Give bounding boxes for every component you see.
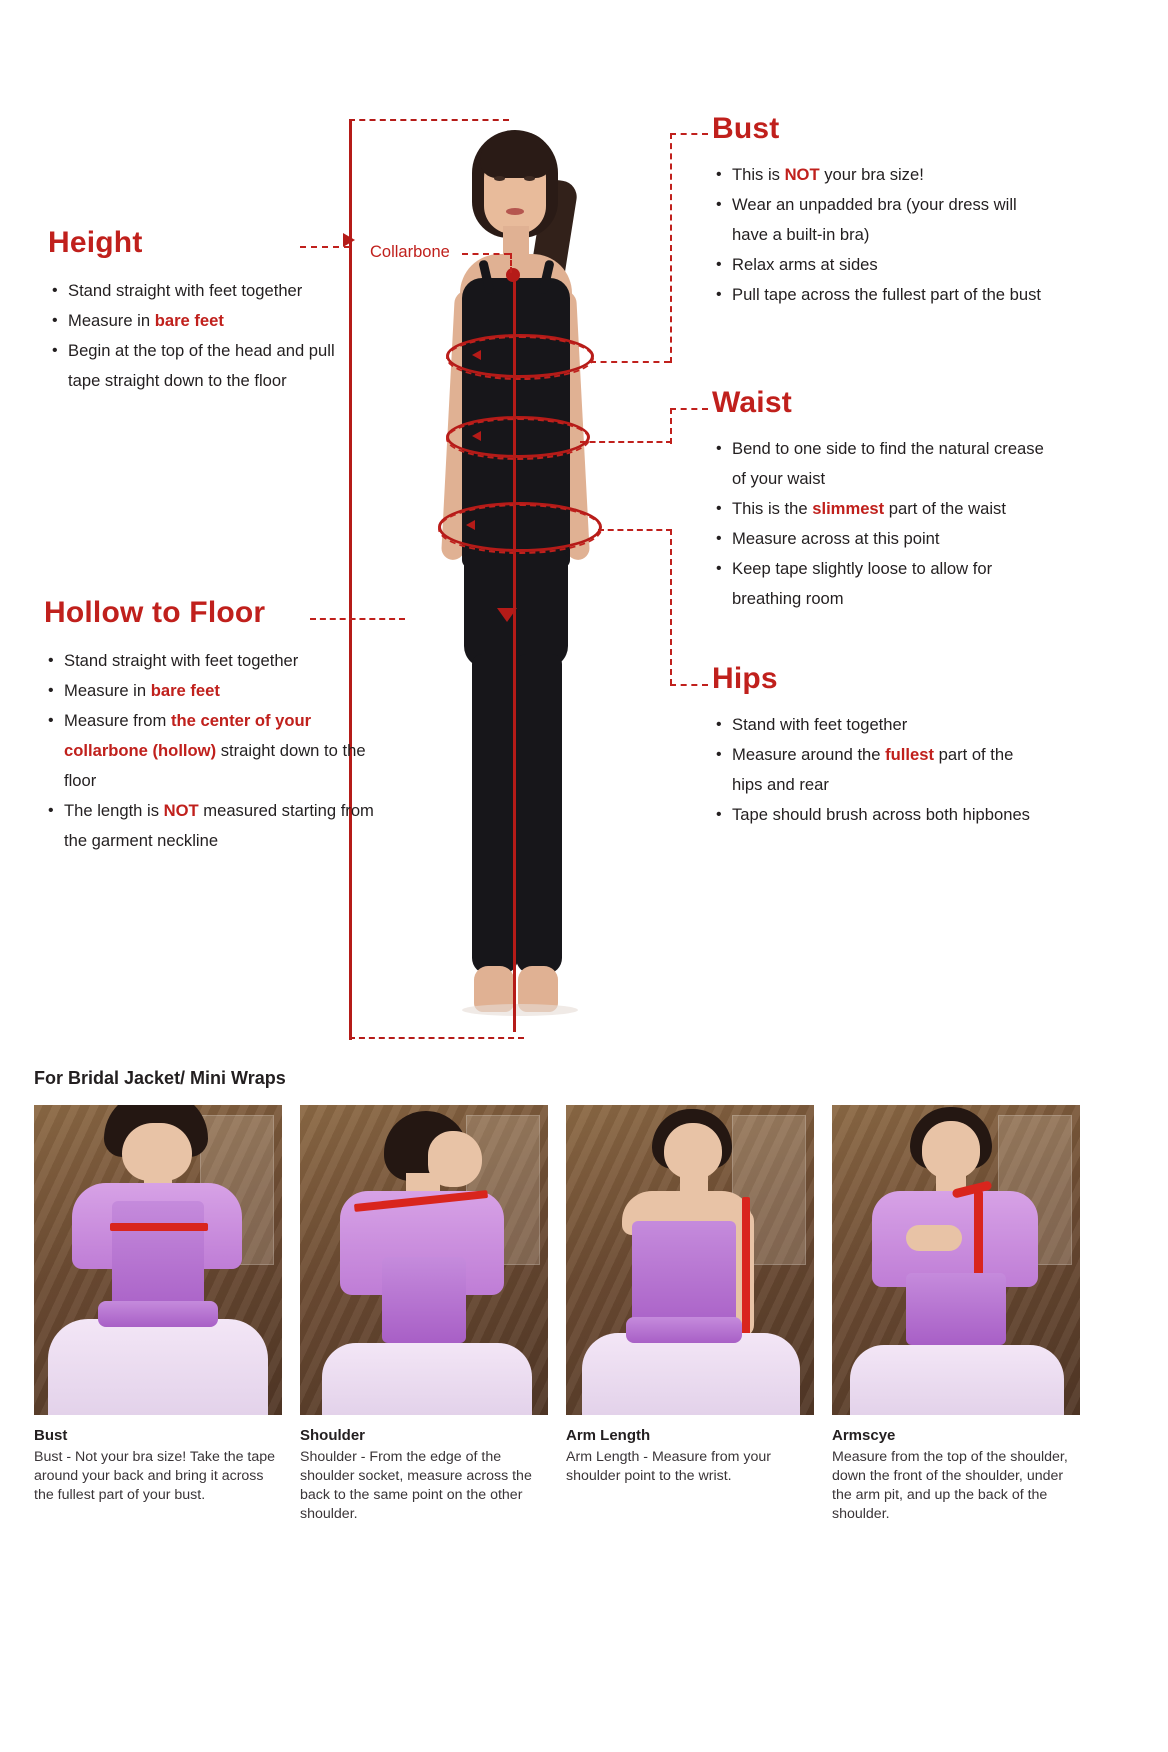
waist-connector-h [580, 441, 672, 443]
waist-title-connector [670, 408, 708, 410]
list-item: • This is NOT your bra size! [712, 160, 1042, 190]
floor-shadow [462, 1004, 578, 1016]
section-hips-list [712, 710, 1042, 830]
bridal-card-label: Bust [34, 1427, 68, 1444]
bridal-section-title: For Bridal Jacket/ Mini Wraps [34, 1068, 286, 1088]
dress-corset-back [382, 1257, 466, 1343]
list-item: • This is the slimmest part of the waist [712, 494, 1052, 524]
list-item: • Relax arms at sides [712, 250, 1042, 280]
list-item: • Pull tape across the fullest part of the bust [712, 280, 1042, 310]
bridal-card-description: Measure from the top of the shoulder, down the front of the shoulder, under the arm pit, and up the back of the shoulder. [832, 1449, 1068, 1522]
leg-right [516, 654, 562, 974]
list-item: • The length is NOT measured starting from the garment neckline [44, 796, 374, 856]
section-bust-list [712, 160, 1042, 310]
bust-tape-arrow [472, 350, 481, 360]
list-item: • Wear an unpadded bra (your dress will have a built-in bra) [712, 190, 1042, 250]
section-bust [712, 112, 1042, 310]
list-item: • Begin at the top of the head and pull tape straight down to the floor [48, 336, 368, 396]
bridal-card-description: Shoulder - From the edge of the shoulder socket, measure across the back to the same point on the other shoulder. [300, 1449, 532, 1522]
highlight-bare-feet: bare feet [154, 311, 224, 330]
dress-bodice [906, 1273, 1006, 1345]
list-item: • Measure around the fullest part of the hips and rear [712, 740, 1042, 800]
bridal-card-label: Armscye [832, 1427, 896, 1444]
section-hips [712, 662, 1042, 830]
section-waist-title: Waist [712, 386, 792, 419]
hair-front [480, 132, 552, 178]
list-item: • Stand straight with feet together [48, 276, 368, 306]
hips-tape-dashed [438, 504, 602, 554]
eye-right [524, 176, 535, 181]
highlight-collarbone: the center of your collarbone (hollow) [64, 711, 312, 760]
highlight-fullest: fullest [885, 745, 935, 764]
dress-skirt [48, 1319, 268, 1415]
bridal-card-label: Shoulder [300, 1427, 366, 1444]
waist-connector-v [670, 408, 672, 444]
list-item: • Measure across at this point [712, 524, 1052, 554]
bridal-photo-bust [34, 1105, 282, 1415]
hips-tape-arrow [466, 520, 475, 530]
bridal-card-arm-length [566, 1105, 814, 1524]
hips-connector-h [598, 529, 672, 531]
list-item: • Keep tape slightly loose to allow for breathing room [712, 554, 1052, 614]
list-item: • Measure in bare feet [48, 306, 368, 336]
bust-tape-dashed [446, 336, 594, 380]
lips [506, 208, 524, 215]
section-waist [712, 386, 1052, 614]
section-waist-list [712, 434, 1052, 614]
bridal-cards-row [34, 1105, 1134, 1524]
collarbone-label: Collarbone [370, 243, 450, 261]
dress-skirt [582, 1333, 800, 1415]
bridal-card-bust [34, 1105, 282, 1524]
section-hollow-list [44, 646, 374, 856]
list-item: • Tape should brush across both hipbones [712, 800, 1042, 830]
highlight-not-bra: NOT [784, 165, 820, 184]
bridal-card-description: Arm Length - Measure from your shoulder point to the wrist. [566, 1449, 772, 1484]
waist-tape-dashed [446, 418, 590, 460]
list-item: • Measure in bare feet [44, 676, 374, 706]
bridal-photo-arm-length [566, 1105, 814, 1415]
height-bottom-tick [349, 1037, 524, 1039]
collarbone-connector-v [510, 253, 512, 273]
arm-length-measure-line [742, 1197, 750, 1337]
list-item: • Measure from the center of your collarbone (hollow) straight down to the floor [44, 706, 374, 796]
hips-connector-v [670, 529, 672, 685]
dress-skirt [322, 1343, 532, 1415]
bridal-card-armscye [832, 1105, 1080, 1524]
dress-sash [98, 1301, 218, 1327]
section-height-list [48, 276, 368, 396]
bridal-photo-shoulder [300, 1105, 548, 1415]
waist-tape-arrow [472, 431, 481, 441]
eye-left [494, 176, 505, 181]
highlight-not: NOT [163, 801, 199, 820]
hollow-to-floor-line [513, 272, 516, 1032]
list-item: • Stand straight with feet together [44, 646, 374, 676]
highlight-slimmest: slimmest [812, 499, 885, 518]
list-item: • Stand with feet together [712, 710, 1042, 740]
bridal-jacket-section [34, 1068, 1134, 1524]
section-height-title: Height [48, 226, 143, 259]
section-hollow-title: Hollow to Floor [44, 596, 266, 629]
section-height [48, 226, 368, 396]
list-item: • Bend to one side to find the natural crease of your waist [712, 434, 1052, 494]
bridal-card-shoulder [300, 1105, 548, 1524]
collarbone-connector-h [462, 253, 510, 255]
section-hollow-to-floor [44, 596, 374, 856]
hips-title-connector [670, 684, 708, 686]
hollow-to-floor-arrow [497, 608, 517, 622]
bust-title-connector [670, 133, 708, 135]
bust-measure-line [110, 1223, 208, 1231]
section-hips-title: Hips [712, 662, 778, 695]
dress-bow [626, 1317, 742, 1343]
bust-connector-v [670, 133, 672, 363]
highlight-bare-feet-2: bare feet [150, 681, 220, 700]
height-top-tick [349, 119, 509, 121]
bridal-card-description: Bust - Not your bra size! Take the tape around your back and bring it across the fullest part of your bust. [34, 1449, 276, 1503]
section-bust-title: Bust [712, 112, 780, 145]
hollow-point-marker [506, 268, 520, 282]
dress-skirt [850, 1345, 1064, 1415]
bridal-photo-armscye [832, 1105, 1080, 1415]
leg-left [472, 654, 518, 974]
model-hand [906, 1225, 962, 1251]
bridal-card-label: Arm Length [566, 1427, 651, 1444]
bust-connector-h [590, 361, 670, 363]
